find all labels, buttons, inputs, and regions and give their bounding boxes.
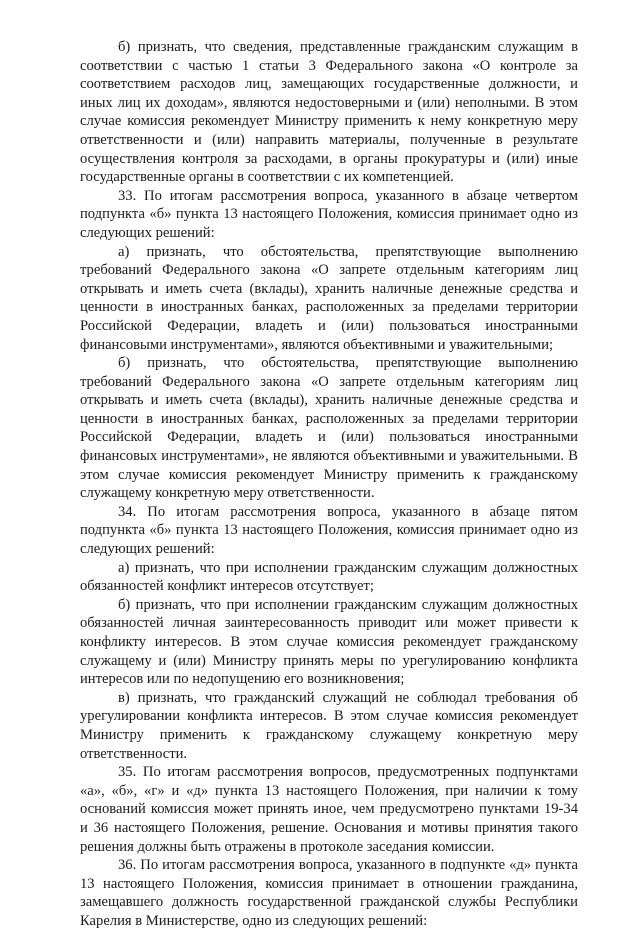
paragraph-34: 34. По итогам рассмотрения вопроса, указанного в абзаце пятом подпункта «б» пункта 13 настоящего Положения, комиссия принимает одно из следующих решений: <box>80 503 578 558</box>
paragraph-34b: б) признать, что при исполнении гражданским служащим должностных обязанностей личная заинтересованность приводит или может привести к конфликту интересов. В этом случае комиссия рекомендует гражданскому служащему и (или) Министру принять меры по урегулированию конфликта интересов или по недопущению его возникновения; <box>80 596 578 688</box>
paragraph-32b: б) признать, что сведения, представленные гражданским служащим в соответствии с частью 1 статьи 3 Федерального закона «О контроле за соответствием расходов лиц, замещающих государственные должности, и иных лиц их доходам», являются недостоверными и (или) неполными. В этом случае комиссия рекомендует Министру применить к нему конкретную меру ответственности и (или) направить материалы, полученные в результате осуществления контроля за расходами, в органы прокуратуры и (или) иные государственные органы в соответствии с их компетенцией. <box>80 39 578 186</box>
paragraph-33: 33. По итогам рассмотрения вопроса, указанного в абзаце четвертом подпункта «б» пункта 13 настоящего Положения, комиссия принимает одно из следующих решений: <box>80 187 578 241</box>
paragraph-33b: б) признать, что обстоятельства, препятствующие выполнению требований Федерального закона «О запрете отдельным категориям лиц открывать и иметь счета (вклады), хранить наличные денежные средства и ценности в иностранных банках, расположенных за пределами территории Российской Федерации, владеть и (или) пользоваться иностранными финансовых инструментами», не являются объективными и уважительными. В этом случае комиссия рекомендует Министру применить к гражданскому служащему конкретную меру ответственности. <box>80 355 578 502</box>
paragraph-34c: в) признать, что гражданский служащий не соблюдал требования об урегулировании конфликта интересов. В этом случае комиссия рекомендует Министру применить к гражданскому служащему конкретную меру ответственности. <box>80 689 578 762</box>
paragraph-35: 35. По итогам рассмотрения вопросов, предусмотренных подпунктами «а», «б», «г» и «д» пункта 13 настоящего Положения, при наличии к тому оснований комиссия может принять иное, чем предусмотрено пунктами 19-34 и 36 настоящего Положения, решение. Основания и мотивы принятия такого решения должны быть отражены в протоколе заседания комиссии. <box>80 764 578 855</box>
paragraph-34a: а) признать, что при исполнении гражданским служащим должностных обязанностей конфликт интересов отсутствует; <box>80 559 578 595</box>
paragraph-33a: а) признать, что обстоятельства, препятствующие выполнению требований Федерального закона «О запрете отдельным категориям лиц открывать и иметь счета (вклады), хранить наличные денежные средства и ценности в иностранных банках, расположенных за пределами территории Российской Федерации, владеть и (или) пользоваться иностранными финансовыми инструментами», являются объективными и уважительными; <box>80 243 578 353</box>
paragraph-36: 36. По итогам рассмотрения вопроса, указанного в подпункте «д» пункта 13 настоящего Положения, комиссия принимает в отношении гражданина, замещавшего должность государственной гражданской службы Республики Карелия в Министерстве, одно из следующих решений: <box>80 857 578 929</box>
